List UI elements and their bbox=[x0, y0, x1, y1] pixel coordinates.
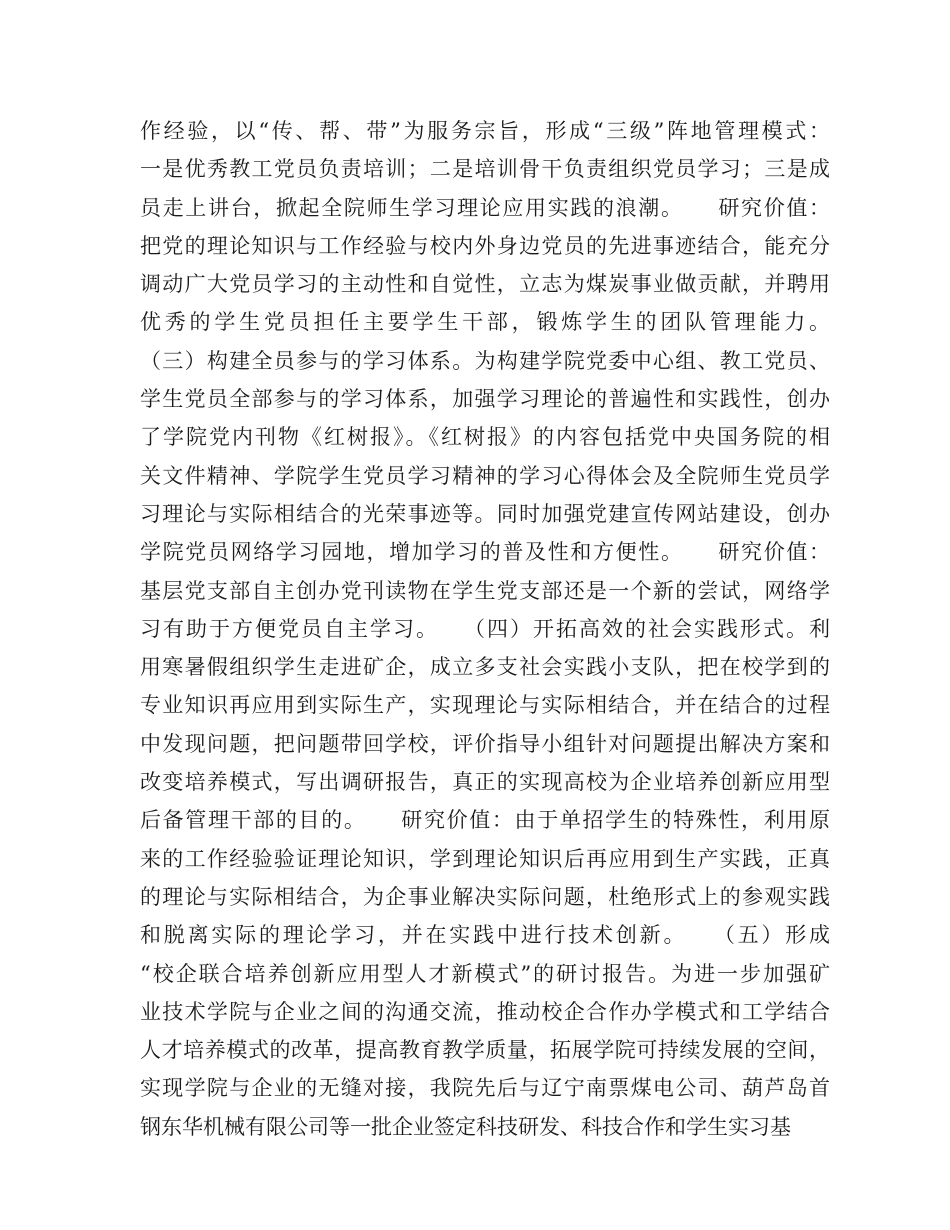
text-line: 钢东华机械有限公司等一批企业签定科技研发、科技合作和学生实习基 bbox=[140, 1114, 791, 1139]
text-line: 习有助于方便党员自主学习。 （四）开拓高效的社会实践形式。利 bbox=[140, 616, 830, 641]
text-line: 后备管理干部的目的。 研究价值：由于单招学生的特殊性，利用原 bbox=[140, 808, 830, 833]
text-line: 和脱离实际的理论学习，并在实践中进行技术创新。 （五）形成 bbox=[140, 923, 830, 948]
text-line: （三）构建全员参与的学习体系。为构建学院党委中心组、教工党员、 bbox=[140, 348, 830, 373]
text-line: 学生党员全部参与的学习体系，加强学习理论的普遍性和实践性，创办 bbox=[140, 387, 830, 412]
text-line: 的理论与实际相结合，为企事业解决实际问题，杜绝形式上的参观实践 bbox=[140, 884, 830, 909]
text-line: 业技术学院与企业之间的沟通交流，推动校企合作办学模式和工学结合 bbox=[140, 999, 830, 1024]
text-line: 一是优秀教工党员负责培训；二是培训骨干负责组织党员学习；三是成 bbox=[140, 157, 830, 182]
text-line: 专业知识再应用到实际生产，实现理论与实际相结合，并在结合的过程 bbox=[140, 693, 830, 718]
text-line: 优秀的学生党员担任主要学生干部，锻炼学生的团队管理能力。 bbox=[140, 310, 830, 335]
text-line: 员走上讲台，掀起全院师生学习理论应用实践的浪潮。 研究价值： bbox=[140, 195, 830, 220]
text-line: 把党的理论知识与工作经验与校内外身边党员的先进事迹结合，能充分 bbox=[140, 233, 830, 258]
text-line: 改变培养模式，写出调研报告，真正的实现高校为企业培养创新应用型 bbox=[140, 770, 830, 795]
text-line: 学院党员网络学习园地，增加学习的普及性和方便性。 研究价值： bbox=[140, 540, 830, 565]
text-line: 用寒暑假组织学生走进矿企，成立多支社会实践小支队，把在校学到的 bbox=[140, 655, 830, 680]
text-line: 关文件精神、学院学生党员学习精神的学习心得体会及全院师生党员学 bbox=[140, 463, 830, 488]
text-line: “校企联合培养创新应用型人才新模式”的研讨报告。为进一步加强矿 bbox=[140, 961, 830, 986]
text-line: 中发现问题，把问题带回学校，评价指导小组针对问题提出解决方案和 bbox=[140, 731, 830, 756]
text-line: 基层党支部自主创办党刊读物在学生党支部还是一个新的尝试，网络学 bbox=[140, 578, 830, 603]
text-line: 实现学院与企业的无缝对接，我院先后与辽宁南票煤电公司、葫芦岛首 bbox=[140, 1076, 830, 1101]
text-line: 人才培养模式的改革，提高教育教学质量，拓展学院可持续发展的空间， bbox=[140, 1038, 830, 1063]
text-line: 调动广大党员学习的主动性和自觉性，立志为煤炭事业做贡献，并聘用 bbox=[140, 272, 830, 297]
text-line: 作经验，以“传、帮、带”为服务宗旨，形成“三级”阵地管理模式： bbox=[140, 119, 830, 143]
text-line: 来的工作经验验证理论知识，学到理论知识后再应用到生产实践，正真 bbox=[140, 846, 830, 871]
body-text bbox=[140, 112, 830, 1146]
text-line: 习理论与实际相结合的光荣事迹等。同时加强党建宣传网站建设，创办 bbox=[140, 501, 830, 526]
text-line: 了学院党内刊物《红树报》。《红树报》的内容包括党中央国务院的相 bbox=[140, 425, 830, 450]
